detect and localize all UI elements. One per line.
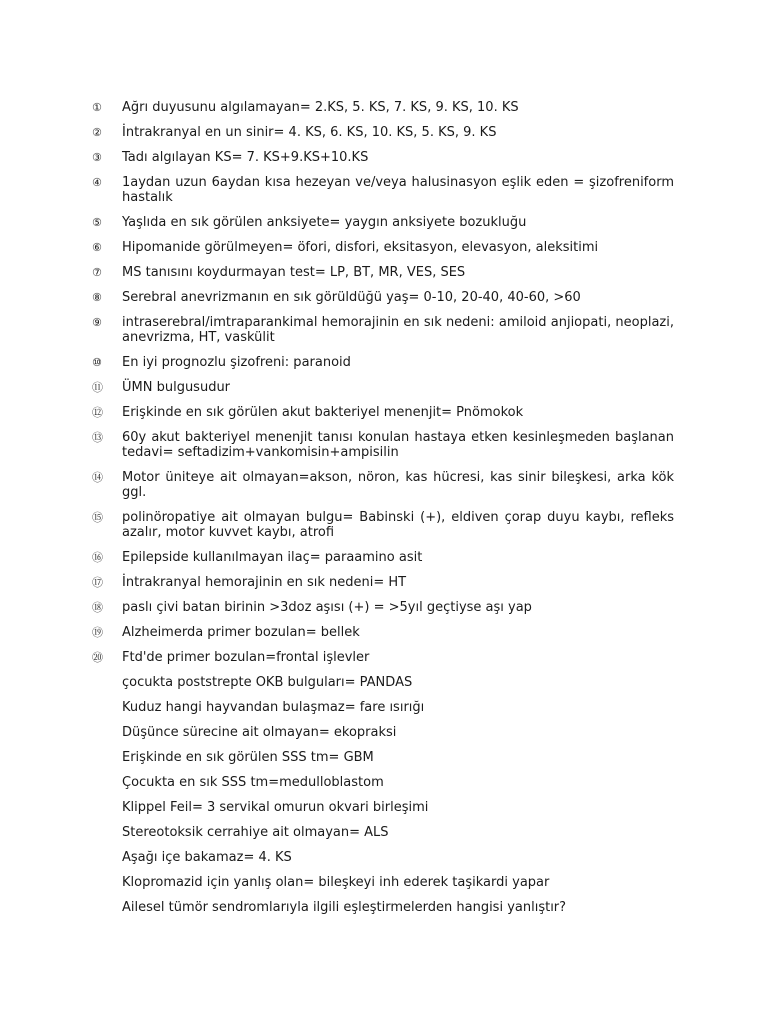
item-number: ⑫ xyxy=(92,406,103,419)
list-item xyxy=(92,405,674,420)
item-number: ⑥ xyxy=(92,241,102,254)
list-item xyxy=(92,625,674,640)
list-item xyxy=(92,800,674,815)
item-text: İntrakranyal en un sinir= 4. KS, 6. KS, 10. KS, 5. KS, 9. KS xyxy=(122,125,497,140)
item-text: Ağrı duyusunu algılamayan= 2.KS, 5. KS, 7. KS, 9. KS, 10. KS xyxy=(122,100,519,115)
list-item xyxy=(92,290,674,305)
list-item xyxy=(92,575,674,590)
item-text: Ailesel tümör sendromlarıyla ilgili eşleştirmelerden hangisi yanlıştır? xyxy=(122,900,567,915)
item-text: Erişkinde en sık görülen akut bakteriyel menenjit= Pnömokok xyxy=(122,405,524,420)
item-number: ⑦ xyxy=(92,266,102,279)
item-text: Epilepside kullanılmayan ilaç= paraamino asit xyxy=(122,550,423,565)
item-number: ⑰ xyxy=(92,576,103,589)
item-number: ⑤ xyxy=(92,216,102,229)
item-text: Aşağı içe bakamaz= 4. KS xyxy=(122,850,292,865)
list-item xyxy=(92,175,674,205)
item-text: En iyi prognozlu şizofreni: paranoid xyxy=(122,355,351,370)
item-text: Klippel Feil= 3 servikal omurun okvari birleşimi xyxy=(122,800,429,815)
item-text: Ftd'de primer bozulan=frontal işlevler xyxy=(122,650,370,665)
list-item xyxy=(92,725,674,740)
item-number: ⑬ xyxy=(92,431,103,444)
list-item xyxy=(92,240,674,255)
item-number: ⑮ xyxy=(92,511,103,524)
list-item xyxy=(92,380,674,395)
item-number: ⑯ xyxy=(92,551,103,564)
item-number: ⑲ xyxy=(92,626,103,639)
list-item xyxy=(92,675,674,690)
item-text: Düşünce sürecine ait olmayan= ekopraksi xyxy=(122,725,397,740)
list-item xyxy=(92,600,674,615)
list-item xyxy=(92,650,674,665)
list-item xyxy=(92,125,674,140)
list-item xyxy=(92,550,674,565)
item-text: MS tanısını koydurmayan test= LP, BT, MR, VES, SES xyxy=(122,265,466,280)
item-text: İntrakranyal hemorajinin en sık nedeni= HT xyxy=(122,575,407,590)
item-text: Yaşlıda en sık görülen anksiyete= yaygın anksiyete bozukluğu xyxy=(122,215,527,230)
list-item xyxy=(92,775,674,790)
item-text: Kuduz hangi hayvandan bulaşmaz= fare ısırığı xyxy=(122,700,425,715)
item-text: Stereotoksik cerrahiye ait olmayan= ALS xyxy=(122,825,389,840)
list-item xyxy=(92,875,674,890)
item-text: intraserebral/imtraparankimal hemorajinin en sık nedeni: amiloid anjiopati, neoplazi, anevrizma, HT, vaskülit xyxy=(122,315,674,345)
item-text: Alzheimerda primer bozulan= bellek xyxy=(122,625,360,640)
list-item xyxy=(92,750,674,765)
item-text: 1aydan uzun 6aydan kısa hezeyan ve/veya halusinasyon eşlik eden = şizofreniform hastalık xyxy=(122,175,674,205)
list-item xyxy=(92,265,674,280)
item-number: ④ xyxy=(92,176,102,189)
list-item xyxy=(92,700,674,715)
item-text: ÜMN bulgusudur xyxy=(122,380,231,395)
list-item xyxy=(92,355,674,370)
item-number: ③ xyxy=(92,151,102,164)
item-number: ⑭ xyxy=(92,471,103,484)
item-number: ⑳ xyxy=(92,651,103,664)
list-item xyxy=(92,850,674,865)
item-number: ② xyxy=(92,126,102,139)
item-text: Serebral anevrizmanın en sık görüldüğü yaş= 0-10, 20-40, 40-60, >60 xyxy=(122,290,581,305)
item-number: ⑨ xyxy=(92,316,102,329)
question-list xyxy=(92,100,674,925)
item-number: ⑱ xyxy=(92,601,103,614)
item-text: çocukta poststrepte OKB bulguları= PANDAS xyxy=(122,675,413,690)
list-item xyxy=(92,430,674,460)
item-number: ① xyxy=(92,101,102,114)
item-text: Erişkinde en sık görülen SSS tm= GBM xyxy=(122,750,374,765)
list-item xyxy=(92,215,674,230)
item-text: 60y akut bakteriyel menenjit tanısı konulan hastaya etken kesinleşmeden başlanan tedavi= seftadizim+vankomisin+ampisilin xyxy=(122,430,674,460)
list-item xyxy=(92,825,674,840)
list-item xyxy=(92,470,674,500)
list-item xyxy=(92,900,674,915)
item-text: Tadı algılayan KS= 7. KS+9.KS+10.KS xyxy=(122,150,369,165)
item-number: ⑩ xyxy=(92,356,102,369)
item-number: ⑧ xyxy=(92,291,102,304)
item-number: ⑪ xyxy=(92,381,103,394)
item-text: Klopromazid için yanlış olan= bileşkeyi inh ederek taşikardi yapar xyxy=(122,875,550,890)
item-text: polinöropatiye ait olmayan bulgu= Babinski (+), eldiven çorap duyu kaybı, refleks azalır, motor kuvvet kaybı, atrofi xyxy=(122,510,674,540)
item-text: Hipomanide görülmeyen= öfori, disfori, eksitasyon, elevasyon, aleksitimi xyxy=(122,240,599,255)
item-text: Çocukta en sık SSS tm=medulloblastom xyxy=(122,775,384,790)
list-item xyxy=(92,510,674,540)
list-item xyxy=(92,100,674,115)
list-item xyxy=(92,150,674,165)
item-text: Motor üniteye ait olmayan=akson, nöron, kas hücresi, kas sinir bileşkesi, arka kök ggl. xyxy=(122,470,674,500)
item-text: paslı çivi batan birinin >3doz aşısı (+) = >5yıl geçtiyse aşı yap xyxy=(122,600,532,615)
list-item xyxy=(92,315,674,345)
